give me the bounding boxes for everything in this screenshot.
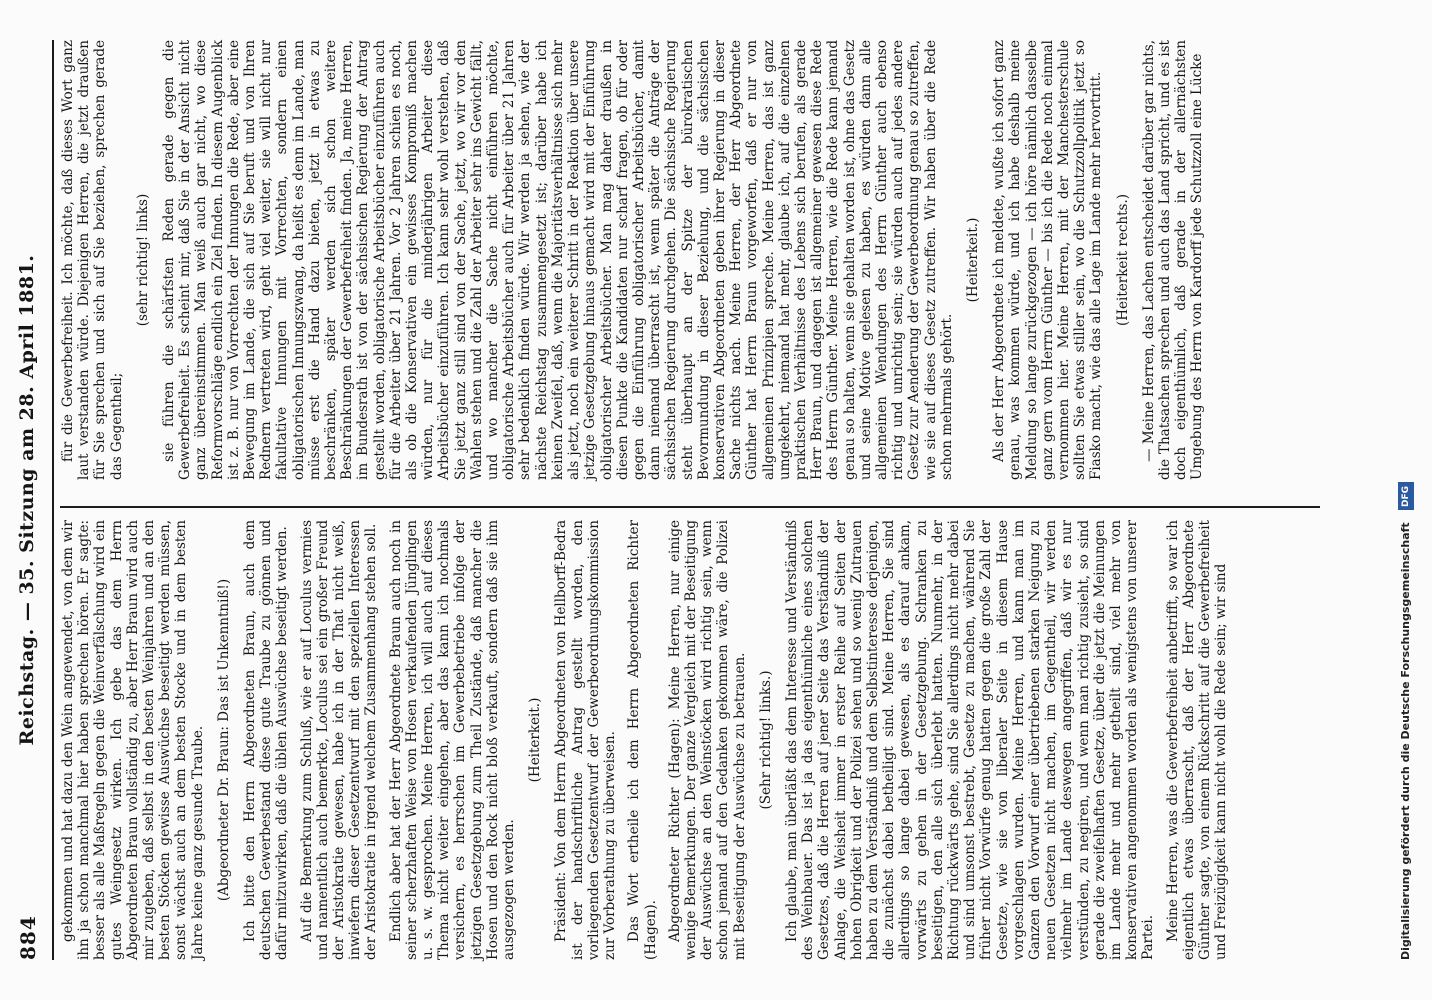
interjection: (Sehr richtig! links.) — [757, 670, 774, 810]
paragraph: Ich glaube, man überläßt das dem Interesse und Verständniß des Weinbauer. Das ist ja das eigenthümliche eines solchen Gesetzes, daß die Herren auf jener Seite das Verständniß der Anlage, die Weisheit immer in erster Reihe auf Seiten der hohen Obrigkeit und der Polizei sehen und so wenig Zutrauen haben zu dem Verständniß und dem Selbstinteresse derjenigen, die zunächst dabei betheiligt sind. Meine Herren, Sie sind allerdings so lange dabei gewesen, als es darauf ankam, vorwärts zu gehen in der Gesetzgebung. Schranken zu beseitigen, den alle sich überlebt hatten. Nunmehr, in der Richtung rückwärts gehe, sind Sie allerdings nicht mehr dabei und sind umsonst bestrebt, Gesetze zu machen, während Sie früher nicht Vorwürfe genug hatten gegen die große Zahl der Gesetze, wie sie von liberaler Seite in diesem Hause vorgeschlagen wurden. Meine Herren, und kann man im Ganzen den Vorwurf einer übertriebenen starken Neigung zu neuen Gesetzen nicht machen, im Gegentheil, wir werden vielmehr im Lande deswegen angegriffen, daß wir es nur verstünden, zu negiren, und wenn man richtig zusieht, so sind gerade die zweifelhaften Gesetze, über die jetzt die Meinungen im Lande mehr und mehr getheilt sind, viel mehr von konservativen angenommen worden als wenigstens von unserer Partei. — [783, 520, 1157, 960]
paragraph: für die Gewerbefreiheit. Ich möchte, daß dieses Wort ganz laut verstanden würde. Diejenigen Herren, die jetzt draußen für Sie sprechen und sich auf Sie beziehen, sprechen gerade das Gegentheil; — [60, 40, 125, 480]
page-number: 884 — [16, 915, 40, 960]
paragraph: Auf die Bemerkung zum Schluß, wie er auf Loculus vermies und namentlich auch bemerkte, Loculus sei ein großer Freund der Aristokratie gewesen, habe ich in der That nicht weiß, inwiefern dieser Gesetzentwurf mit den speziellen Interessen der Aristokratie in irgend welchem Zusammenhang stehen soll. — [298, 520, 380, 960]
interjection: (Heiterkeit.) — [964, 217, 981, 303]
right-column — [60, 40, 1380, 480]
interjection: (Abgeordneter Dr. Braun: Das ist Unkenntniß!) — [215, 578, 232, 902]
paragraph: Ich bitte den Herrn Abgeordneten Braun, auch dem deutschen Gewerbestand diese gute Traube zu gönnen und dafür mitzuwirken, daß die üblen Auswüchse beseitigt werden. — [242, 520, 291, 960]
left-column — [60, 520, 1380, 960]
interjection: (Heiterkeit rechts.) — [1114, 193, 1131, 327]
dfg-logo: DFG — [1398, 482, 1414, 510]
interjection: (sehr richtig! links) — [134, 193, 151, 327]
paragraph: Als der Herr Abgeordnete ich meldete, wußte ich sofort ganz genau, was kommen würde, und ich habe deshalb meine Meldung so lange zurückgezogen — ich höre nämlich dasselbe ganz gern vom Herrn Günther — bis ich die Rede noch einmal vernommen hier. Meine Herren, mit der Manchesterschule sollten Sie etwas stiller sein, wo die Schutzzollpolitik jetzt so Fiasko macht, wie das alle Lage im Lande mehr hervortritt. — [991, 40, 1105, 480]
paragraph: sie führen die schärfsten Reden gerade gegen die Gewerbefreiheit. Es scheint mir, daß Sie in der Ansicht nicht ganz übereinstimmen. Man weiß auch gar nicht, wo diese Reformvorschläge endlich ein Ziel finden. In diesem Augenblick ist z. B. nur von Vorrechten der Innungen die Rede, aber eine Bewegung im Lande, die sich auf Sie beruft und von Ihren Rednern vertreten wird, geht viel weiter, sie will nicht nur fakultative Innungen mit Vorrechten, sondern einen obligatorischen Innungszwang, da heißt es denn im Lande, man müsse erst die Hand dazu bieten, jetzt in etwas zu beschränken, später werden sich schon weitere Beschränkungen der Gewerbefreiheit finden. Ja, meine Herren, im Bundesrath ist von der sächsischen Regierung der Antrag gestellt worden, obligatorische Arbeitsbücher einzuführen auch für die Arbeiter über 21 Jahren. Vor 2 Jahren schien es noch, als ob die Konservativen ein gewisses Kompromiß machen würden, nur für die minderjährigen Arbeiter diese Arbeitsbücher einzuführen. Ich kann sehr wohl verstehen, daß Sie jetzt ganz still sind von der Sache, jetzt, wo wir vor den Wahlen stehen und die Zahl der Arbeiter sehr ins Gewicht fällt, und wo mancher die Sache nicht einführen möchte, obligatorische Arbeitsbücher auch für Arbeiter über 21 Jahren sehr bedenklich finden würde. Wir werden ja sehen, wie der nächste Reichstag zusammengesetzt ist; darüber habe ich keinen Zweifel, daß, wenn die Majoritätsverhältnisse sich mehr als jetzt, noch ein weiterer Schritt in der Reaktion über unsere jetzige Gesetzgebung hinaus gemacht wird mit der Einführung obligatorischer Arbeitsbücher. Man mag daher draußen in diesen Punkte die Kandidaten nur scharf fragen, ob für oder gegen die Einführung obligatorischer Arbeitsbücher, damit dann niemand überrascht ist, wenn später die Anträge der sächsischen Regierung durchgehen. Die sächsische Regierung steht überhaupt an der Spitze der bürokratischen Bevormundung in dieser Beziehung, und die sächsischen konservativen Abgeordneten geben ihrer Regierung in dieser Sache nichts nach. Meine Herren, der Herr Abgeordnete Günther hat Herrn Braun vorgeworfen, daß er nur von allgemeinen Prinzipien spreche. Meine Herren, das ist ganz umgekehrt, niemand hat mehr, glaube ich, auf die einzelnen praktischen Verhältnisse des Lebens sich berufen, als gerade Herr Braun, und dagegen ist allgemeiner gewesen diese Rede des Herrn Günther. Meine Herren, wie die Rede kann jemand genau so halten, wenn sie gehalten worden ist, ohne das Gesetz und seine Motive gelesen zu haben, es würden dann alle allgemeinen Wendungen des Herrn Günther auch ebenso richtig und unrichtig sein; sie würden auch auf jedes andere Gesetz zur Aenderung der Gewerbeordnung genau so zutreffen, wie sie auf dieses Gesetz zutreffen. Wir haben über die Rede schon mehrmals gehört. — [161, 40, 955, 480]
paragraph: — Meine Herren, das Lachen entscheidet darüber gar nichts, die Thatsachen sprechen und auch das Land spricht, und es ist doch eigenthümlich, daß gerade in der allernächsten Umgebung des Herrn von Kardorff jede Schutzzoll eine Lücke — [1140, 40, 1206, 480]
paragraph: Endlich aber hat der Herr Abgeordnete Braun auch noch in seiner scherzhaften Weise von Hosen verkaufenden Jünglingen u. s. w. gesprochen. Meine Herren, ich will auch auf dieses Thema nicht weiter eingehen, aber das kann ich nochmals versichern, es herrschen im Gewerbebetriebe infolge der jetzigen Gesetzgebung zum Theil Zustände, daß mancher die Hosen und den Rock nicht bloß verkauft, sondern daß sie ihm ausgezogen werden. — [387, 520, 518, 960]
header-rule — [52, 40, 54, 960]
interjection: (Heiterkeit.) — [527, 697, 544, 783]
page-title: Reichstag. — 35. Sitzung am 28. April 1881. — [16, 254, 38, 746]
paragraph: Meine Herren, was die Gewerbefreiheit anbetrifft, so war ich eigentlich etwas überrascht, daß der Herr Abgeordnete Günther sagte, von einem Rückschritt auf die Gewerbefreiheit und Freizügigkeit kann nicht wohl die Rede sein; wir sind — [1164, 520, 1230, 960]
digitalization-notice: Digitalisierung gefördert durch die Deutsche Forschungsgemeinschaft — [1399, 522, 1412, 960]
paragraph: Präsident: Von dem Herrn Abgeordneten von Hellborff-Bedra ist der handschriftliche Antrag gestellt worden, den vorliegenden Gesetzentwurf der Gewerbeordnungskommission zur Vorberathung zu überweisen. — [553, 520, 619, 960]
paragraph: Das Wort ertheile ich dem Herrn Abgeordneten Richter (Hagen). — [626, 520, 659, 960]
paragraph: Abgeordneter Richter (Hagen): Meine Herren, nur einige wenige Bemerkungen. Der ganze Vergleich mit der Beseitigung der Auswüchse an den Weinstöcken wird richtig sein, wenn schon jemand auf den Gedanken gekommen wäre, die Polizei mit Beseitigung der Auswüchse zu betrauen. — [666, 520, 748, 960]
column-divider — [60, 506, 1320, 508]
paragraph: gekommen und hat dazu den Wein angewendet, von dem wir ihn ja schon manchmal hier haben sprechen hören. Er sagte: besser als alle Maßregeln gegen die Weinverfälschung wird ein gutes Weingesetz wirken. Ich gebe das dem Herrn Abgeordneten Braun vollständig zu, aber Herr Braun wird auch mir zugeben, daß selbst in den besten Weinjahren und an den besten Stöcken gewisse Auswüchse beseitigt werden müssen, sonst wächst auch an dem besten Stocke und in dem besten Jahre keine ganz gesunde Traube. — [60, 520, 206, 960]
digitalization-footer — [1398, 40, 1414, 960]
page-header — [16, 40, 56, 960]
